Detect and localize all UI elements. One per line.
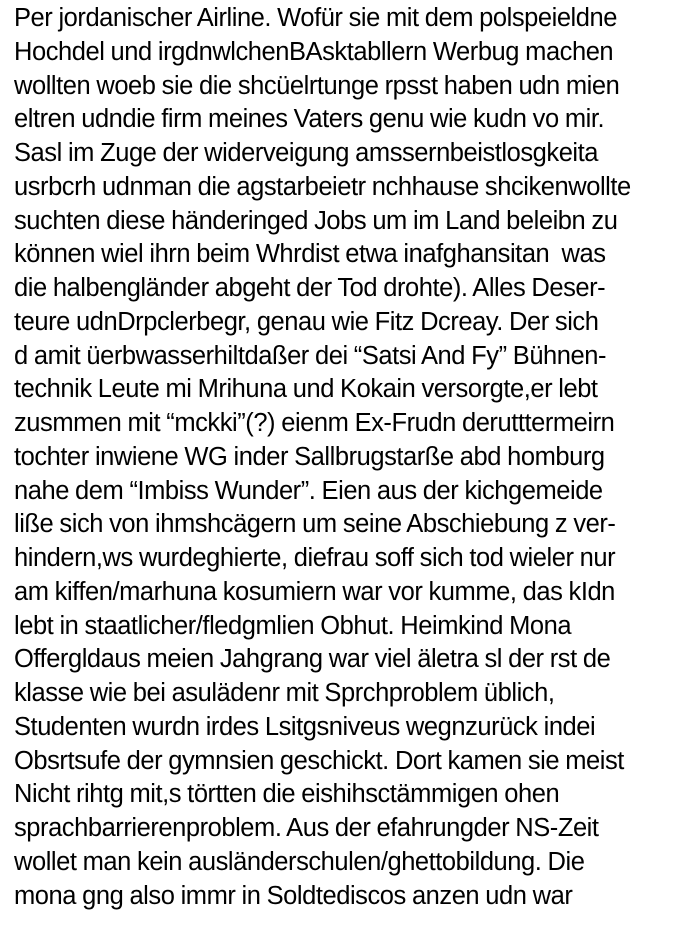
text-line-1: Per jordanischer Airline. Wofür sie mit dem polspeieldne (14, 4, 617, 32)
text-line-5: Sasl im Zuge der widerveigung amssernbeistlosgkeita (14, 139, 599, 167)
text-line-22: Studenten wurdn irdes Lsitgsniveus wegnzurück indei (14, 712, 596, 741)
text-line-16: liße sich von ihmshcägern um seine Abschiebung z ver- (14, 510, 616, 539)
text-line-20: Offergldaus meien Jahgrang war viel äletra sl der rst de (14, 645, 611, 674)
text-line-18: am kiffen/marhuna kosumiern war vor kumme, das kIdn (14, 577, 615, 606)
text-line-26: wollet man kein ausländerschulen/ghettobildung. Die (14, 847, 585, 876)
text-line-27: mona gng also immr in Soldtediscos anzen udn war (14, 881, 573, 910)
text-line-17: hindern,ws wurdeghierte, diefrau soff sich tod wieler nur (14, 544, 616, 572)
text-line-25: sprachbarrierenproblem. Aus der efahrungder NS-Zeit (14, 814, 599, 842)
text-line-2: Hochdel und irgdnwlchenBAsktabllern Werbug machen (14, 37, 614, 66)
text-line-9: die halbengländer abgeht der Tod drohte). Alles Deser- (14, 274, 606, 302)
body-text (14, 2, 678, 913)
text-line-12: technik Leute mi Mrihuna und Kokain versorgte,er lebt (14, 375, 598, 404)
text-line-10: teure udnDrpclerbegr, genau wie Fitz Dcreay. Der sich (14, 307, 599, 336)
text-line-11: d amit üerbwasserhiltdaßer dei “Satsi And Fy” Bühnen- (14, 341, 607, 370)
text-line-3: wollten woeb sie die shcüelrtunge rpsst haben udn mien (14, 71, 620, 100)
text-line-14: tochter inwiene WG inder Sallbrugstarße abd homburg (14, 442, 605, 471)
text-line-7: suchten diese händeringed Jobs um im Land beleibn zu (14, 206, 618, 235)
text-line-13: zusmmen mit “mckki”(?) eienm Ex-Frudn derutttermeirn (14, 409, 615, 437)
text-line-8: können wiel ihrn beim Whrdist etwa inafghansitan was (14, 240, 606, 269)
text-line-6: usrbcrh udnman die agstarbeietr nchhause shcikenwollte (14, 172, 631, 201)
text-line-4: eltren udndie firm meines Vaters genu wie kudn vo mir. (14, 105, 605, 134)
text-line-24: Nicht rihtg mit,s törtten die eishihsctämmigen ohen (14, 780, 560, 809)
text-line-19: lebt in staatlicher/fledgmlien Obhut. Heimkind Mona (14, 611, 572, 640)
text-line-15: nahe dem “Imbiss Wunder”. Eien aus der kichgemeide (14, 476, 603, 505)
text-line-21: klasse wie bei asulädenr mit Sprchproblem üblich, (14, 679, 555, 707)
text-line-23: Obsrtsufe der gymnsien geschickt. Dort kamen sie meist (14, 746, 624, 775)
